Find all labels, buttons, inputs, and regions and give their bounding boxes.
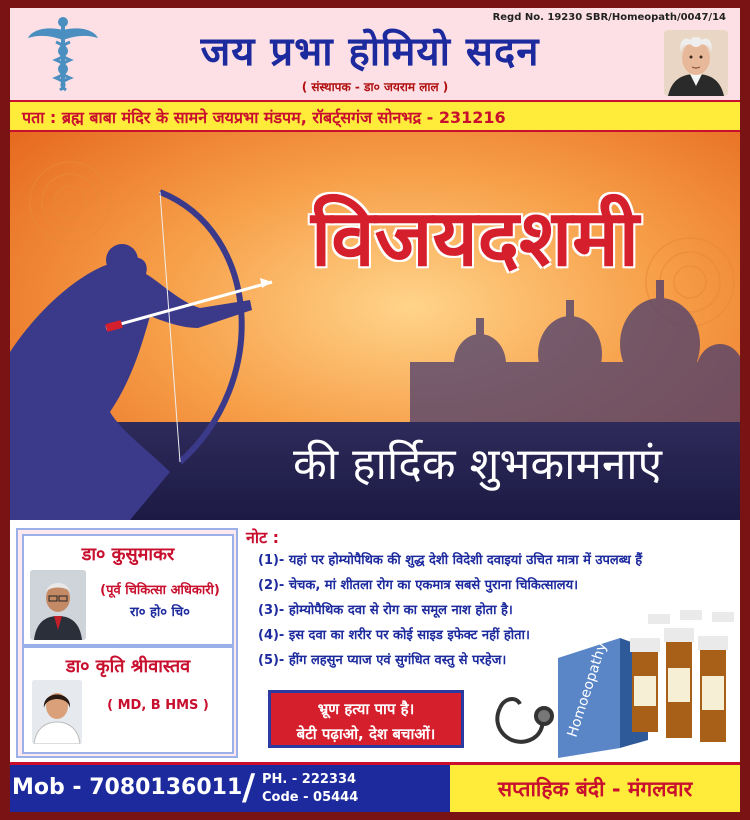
- founder-line: ( संस्थापक - डा० जयराम लाल ): [301, 80, 449, 94]
- slogan-line: भ्रूण हत्या पाप है।: [317, 700, 415, 718]
- address-bar: [10, 100, 740, 132]
- phone-block: [262, 771, 358, 807]
- doctor-qualification: (पूर्व चिकित्सा अधिकारी): [100, 583, 220, 598]
- doctor-name: डा० कुसुमाकर: [81, 544, 175, 565]
- greeting-text: की हार्दिक शुभकामनाएं: [293, 439, 662, 490]
- doctor-name: डा० कृति श्रीवास्तव: [65, 656, 191, 677]
- phone-number: PH. - 222334: [262, 772, 357, 787]
- note-item: (1)- यहां पर होम्योपैथिक की शुद्ध देशी विदेशी दवाइयां उचित मात्रा में उपलब्ध हैं: [258, 553, 643, 568]
- medicine-bottles: [630, 610, 734, 742]
- address-text: पता : ब्रह्म बाबा मंदिर के सामने जयप्रभा मंडपम, रॉबर्ट्सगंज सोनभद्र - 231216: [22, 108, 506, 127]
- mobile-number: Mob - 7080136011: [12, 775, 243, 800]
- festival-banner: [10, 132, 740, 520]
- note-item: (3)- होम्योपैथिक दवा से रोग का समूल नाश होता है।: [258, 603, 513, 618]
- note-item: (4)- इस दवा का शरीर पर कोई साइड इफेक्ट नहीं होता।: [258, 628, 530, 643]
- medicine-illustration: [480, 608, 738, 758]
- slogan-box: [268, 690, 464, 748]
- header: [10, 8, 740, 100]
- std-code: Code - 05444: [262, 790, 359, 805]
- separator: /: [242, 767, 256, 808]
- weekly-off-text: सप्ताहिक बंदी - मंगलवार: [497, 777, 693, 801]
- doctor-qualification: ( MD, B HMS ): [107, 698, 209, 713]
- notes-heading: नोट :: [246, 528, 280, 547]
- weekly-off-box: [450, 765, 740, 812]
- stethoscope-icon: [497, 699, 552, 742]
- doctor-designation: रा० हो० चि०: [130, 605, 190, 620]
- slogan-line: बेटी पढ़ाओ, देश बचाओं।: [296, 725, 436, 743]
- registration-number: Regd No. 19230 SBR/Homeopath/0047/14: [492, 12, 726, 23]
- caduceus-icon: [26, 16, 100, 94]
- poster: [10, 8, 740, 812]
- note-item: (2)- चेचक, मां शीतला रोग का एकमात्र सबसे पुराना चिकित्सालय।: [258, 578, 579, 593]
- medicine-box-label: Homoeopathy: [564, 640, 611, 740]
- doctor-photo: [32, 680, 82, 744]
- info-section: [10, 520, 740, 762]
- footer: [10, 762, 740, 812]
- doctor-card: [22, 646, 234, 754]
- doctors-panel: [16, 528, 238, 758]
- doctor-card: [22, 534, 234, 646]
- note-item: (5)- हींग लहसुन प्याज एवं सुगंधित वस्तु से परहेज।: [258, 653, 507, 668]
- hahnemann-portrait: [664, 30, 728, 96]
- doctor-photo: [30, 570, 86, 640]
- clinic-title: जय प्रभा होमियो सदन: [200, 29, 540, 75]
- festival-title: विजयदशमी: [311, 193, 639, 284]
